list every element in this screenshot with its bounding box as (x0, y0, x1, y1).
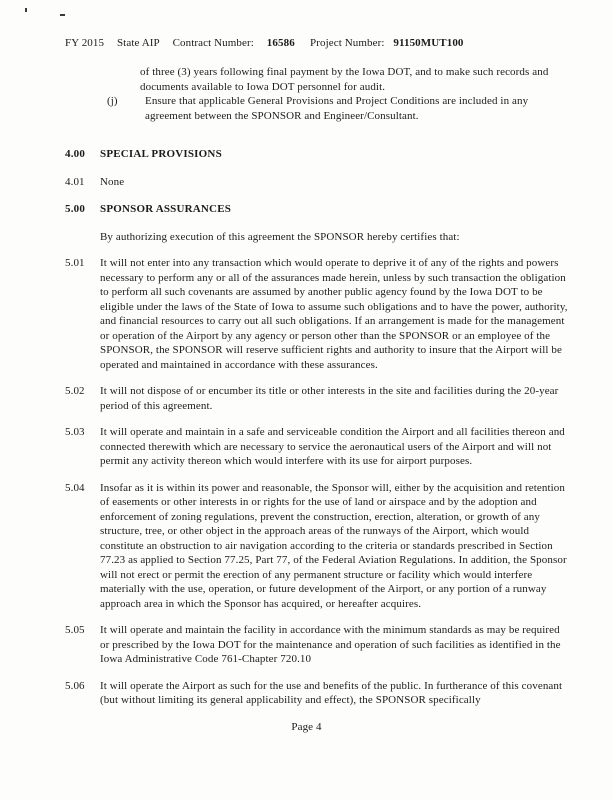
header-right (310, 36, 464, 51)
project-number-value: 91150MUT100 (393, 37, 464, 49)
section-text: None (100, 175, 125, 188)
section-heading-sponsor-assurances (65, 202, 569, 217)
project-number-label: Project Number: (310, 37, 385, 49)
scan-artifact (25, 8, 27, 12)
carryover-paragraph: of three (3) years following final payment by the Iowa DOT, and to make such records and documents available to Iowa DOT personnel for audit. (140, 66, 549, 93)
assurance-item-501 (65, 256, 569, 372)
assurances-intro-paragraph: By authorizing execution of this agreement the SPONSOR hereby certifies that: (100, 230, 460, 243)
assurance-text: It will operate and maintain the facility in accordance with the minimum standards as may be required or prescribed by the Iowa DOT for the maintenance and operation of such facilities as identified in the Iowa Administrative Code 761-Chapter 720.10 (100, 624, 561, 665)
assurance-number: 5.03 (65, 426, 85, 438)
assurance-text: Insofar as it is within its power and reasonable, the Sponsor will, either by the acquisition and retention of easements or other interests in or rights for the use of land or airspace and by the adoption and enforcement of zoning regulations, prevent the construction, erection, alteration, or growth of any structure, tree, or other object in the approach areas of the runways of the Airport, which would constitute an obstruction to air navigation according to the criteria or standards prescribed in Section 77.23 as applied to Section 77.25, Part 77, of the Federal Aviation Regulations. In addition, the Sponsor will not erect or permit the erection of any permanent structure or facility which would interfere materially with the use, operation, or future development of the Airport, or any portion of a runway approach area in which the Sponsor has acquired, or hereafter acquires. (100, 481, 567, 610)
section-title: SPECIAL PROVISIONS (100, 148, 222, 160)
header-left (65, 37, 295, 49)
section-item-none (65, 175, 569, 190)
page-header (65, 36, 569, 51)
list-item-j (107, 94, 569, 123)
assurance-text: It will not dispose of or encumber its title or other interests in the site and facilities during the 20-year period of this agreement. (100, 385, 559, 412)
section-number: 4.01 (65, 175, 85, 188)
fiscal-year-label: FY 2015 (65, 37, 105, 49)
contract-number-value: 16586 (266, 37, 295, 49)
assurance-number: 5.04 (65, 481, 85, 494)
assurance-text: It will operate the Airport as such for the use and benefits of the public. In furtherance of this covenant (but without limiting its general applicability and effect), the SPONSOR specifically (100, 679, 563, 706)
contract-number-label: Contract Number: (172, 37, 254, 49)
assurance-number: 5.05 (65, 624, 85, 636)
page-footer (65, 720, 569, 735)
program-label: State AIP (116, 37, 160, 49)
section-heading-special-provisions (65, 147, 569, 162)
assurance-item-504 (65, 481, 569, 612)
list-item-marker: (j) (107, 95, 118, 107)
assurance-text: It will operate and maintain in a safe and serviceable condition the Airport and all facilities thereon and connected therewith which are necessary to service the aeronautical users of the Airport and will not permit any activity thereon which would interfere with its use for airport purposes. (100, 426, 565, 467)
carryover-block (65, 65, 569, 123)
section-number: 4.00 (65, 148, 86, 160)
assurance-number: 5.01 (65, 257, 85, 269)
assurance-number: 5.06 (65, 679, 85, 692)
assurance-text: It will not enter into any transaction which would operate to deprive it of any of the rights and powers necessary to perform any or all of the assurances made herein, unless by such transaction the obligation to perform all such covenants are assumed by another public agency found by the Iowa DOT to be eligible under the laws of the State of Iowa to assume such obligations and to have the power, authority, and financial resources to carry out all such obligations. If an arrangement is made for the management or operation of the Airport by any agency or person other than the SPONSOR or an employee of the SPONSOR, the SPONSOR will reserve sufficient rights and authority to insure that the Airport will be operated and maintained in accordance with these assurances. (100, 257, 568, 371)
scan-artifact (60, 14, 65, 16)
assurance-number: 5.02 (65, 385, 85, 397)
assurance-item-503 (65, 425, 569, 469)
section-number: 5.00 (65, 203, 86, 215)
page-number-label: Page 4 (291, 720, 322, 733)
assurance-item-505 (65, 623, 569, 667)
list-item-text: Ensure that applicable General Provisions and Project Conditions are included in any agreement between the SPONSOR and Engineer/Consultant. (145, 95, 529, 122)
assurance-item-506 (65, 679, 569, 708)
assurance-item-502 (65, 384, 569, 413)
section-title: SPONSOR ASSURANCES (100, 203, 232, 215)
